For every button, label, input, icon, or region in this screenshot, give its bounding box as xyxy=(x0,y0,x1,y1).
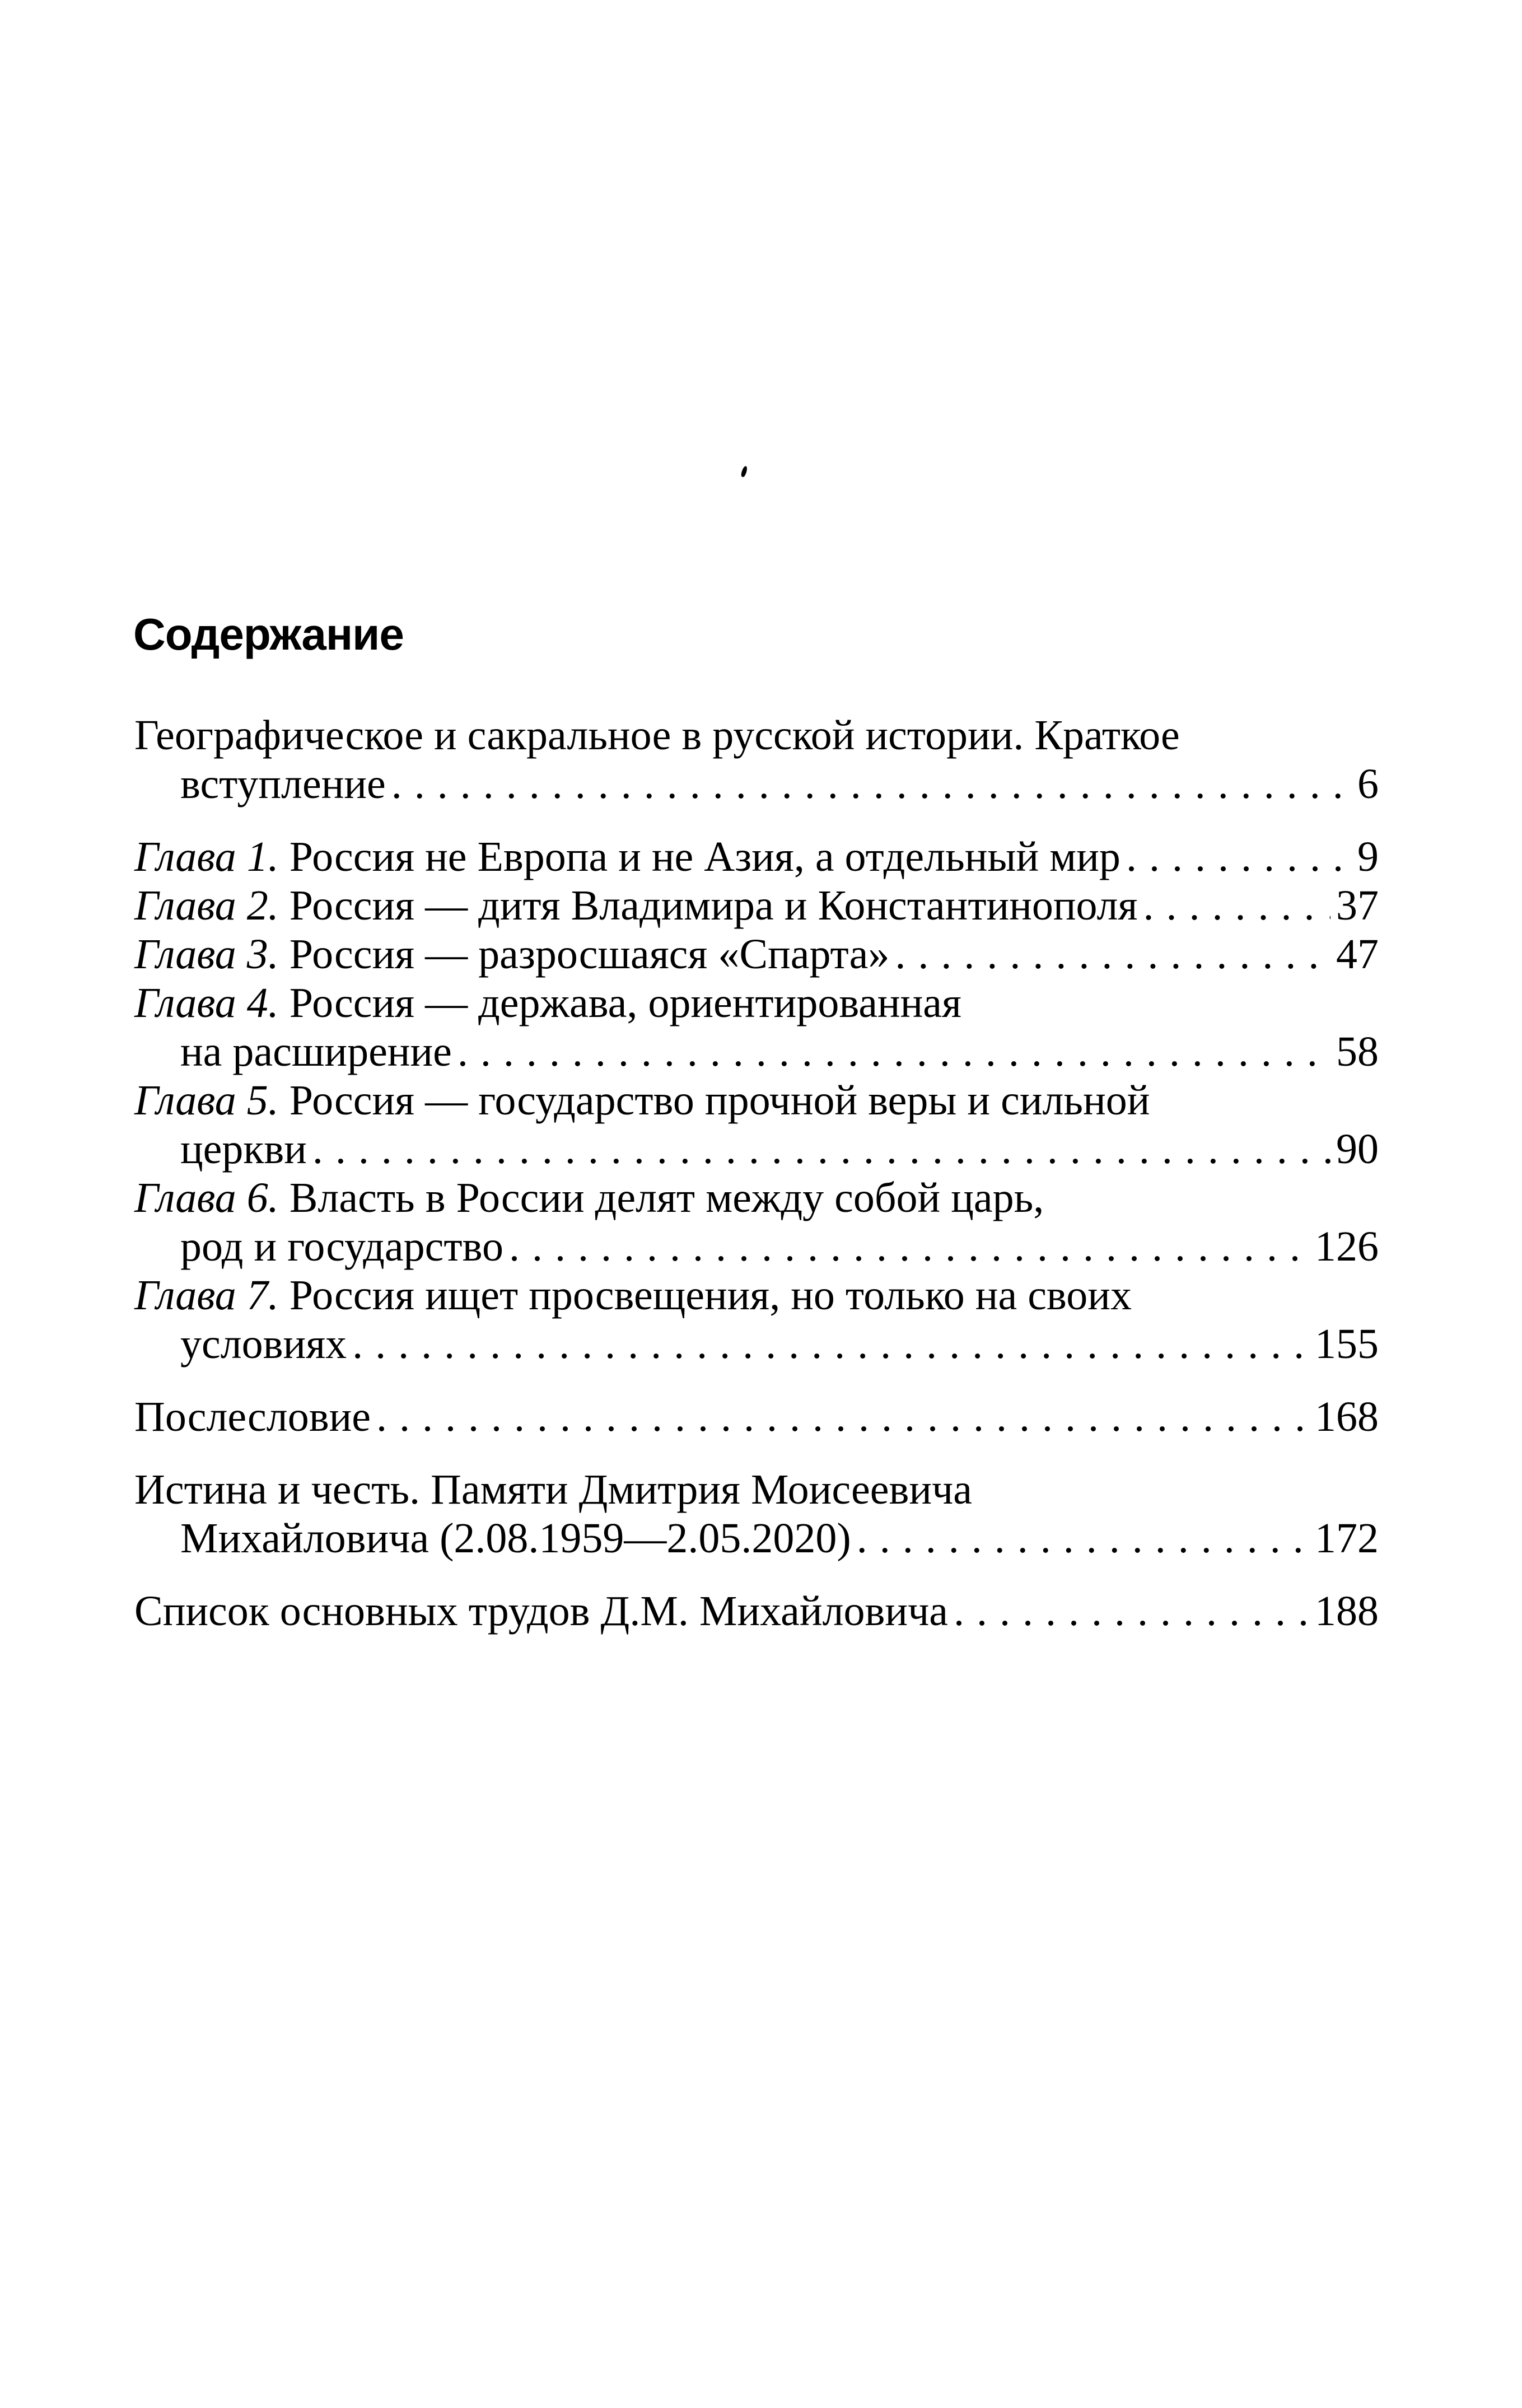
page-number: 37 xyxy=(1336,882,1379,929)
toc-entry-chapter-4[interactable] xyxy=(134,979,1379,1076)
dot-leader xyxy=(895,930,1330,979)
dot-leader xyxy=(509,1222,1309,1271)
table-of-contents xyxy=(134,711,1379,1636)
entry-title-line2: Михайловича (2.08.1959—2.05.2020) xyxy=(180,1515,851,1562)
entry-title-line2: церкви xyxy=(180,1126,307,1173)
dot-leader xyxy=(1126,833,1351,881)
dot-leader xyxy=(954,1587,1309,1636)
chapter-label: Глава 2. xyxy=(134,882,279,929)
page-number: 90 xyxy=(1336,1126,1379,1173)
page-number: 155 xyxy=(1315,1320,1379,1368)
entry-title-line2: род и государство xyxy=(180,1223,503,1270)
dot-leader xyxy=(1143,881,1330,930)
entry-title: Россия — держава, ориентированная xyxy=(278,979,961,1026)
chapter-label: Глава 7. xyxy=(134,1272,279,1319)
page-number: 172 xyxy=(1315,1515,1379,1562)
entry-title: Список основных трудов Д.М. Михайловича xyxy=(134,1588,949,1635)
page-number: 6 xyxy=(1357,760,1379,808)
toc-entry-memorial[interactable] xyxy=(134,1466,1379,1563)
entry-title-line1: Истина и честь. Памяти Дмитрия Моисеевича xyxy=(134,1466,972,1513)
page-number: 168 xyxy=(1315,1393,1379,1440)
page-title: Содержание xyxy=(133,609,404,659)
dot-leader xyxy=(352,1320,1309,1369)
entry-title: Россия — разросшаяся «Спарта» xyxy=(278,931,890,978)
chapter-label: Глава 6. xyxy=(134,1174,279,1221)
page-number: 126 xyxy=(1315,1223,1379,1270)
entry-title-line2: условиях xyxy=(180,1320,347,1368)
page-number: 9 xyxy=(1357,833,1379,880)
chapter-label: Глава 1. xyxy=(134,833,279,880)
scan-speck xyxy=(740,465,748,477)
entry-title: Россия ищет просвещения, но только на своих xyxy=(278,1272,1132,1319)
chapter-label: Глава 5. xyxy=(134,1077,279,1124)
toc-entry-afterword[interactable] xyxy=(134,1393,1379,1441)
chapter-label: Глава 3. xyxy=(134,931,279,978)
dot-leader xyxy=(312,1125,1330,1174)
toc-entry-chapter-2[interactable] xyxy=(134,881,1379,930)
entry-title: Послесловие xyxy=(134,1393,371,1440)
toc-entry-introduction[interactable] xyxy=(134,711,1379,809)
toc-entry-bibliography[interactable] xyxy=(134,1587,1379,1636)
page-number: 188 xyxy=(1315,1588,1379,1635)
entry-title-line1: Географическое и сакральное в русской истории. Краткое xyxy=(134,712,1180,759)
toc-entry-chapter-5[interactable] xyxy=(134,1076,1379,1174)
entry-title: Россия не Европа и не Азия, а отдельный мир xyxy=(278,833,1121,880)
toc-entry-chapter-3[interactable] xyxy=(134,930,1379,979)
chapter-label: Глава 4. xyxy=(134,979,279,1026)
entry-title: Россия — дитя Владимира и Константинополя xyxy=(278,882,1138,929)
dot-leader xyxy=(857,1514,1309,1563)
entry-title: Власть в России делят между собой царь, xyxy=(278,1174,1044,1221)
entry-title: Россия — государство прочной веры и сильной xyxy=(278,1077,1150,1124)
toc-entry-chapter-6[interactable] xyxy=(134,1174,1379,1271)
toc-entry-chapter-7[interactable] xyxy=(134,1271,1379,1369)
page-number: 47 xyxy=(1336,931,1379,978)
entry-title-line2: на расширение xyxy=(180,1028,452,1075)
dot-leader xyxy=(391,760,1351,809)
toc-entry-chapter-1[interactable] xyxy=(134,833,1379,881)
dot-leader xyxy=(457,1028,1330,1076)
entry-title-line2: вступление xyxy=(180,760,386,808)
dot-leader xyxy=(376,1393,1309,1441)
page-number: 58 xyxy=(1336,1028,1379,1075)
